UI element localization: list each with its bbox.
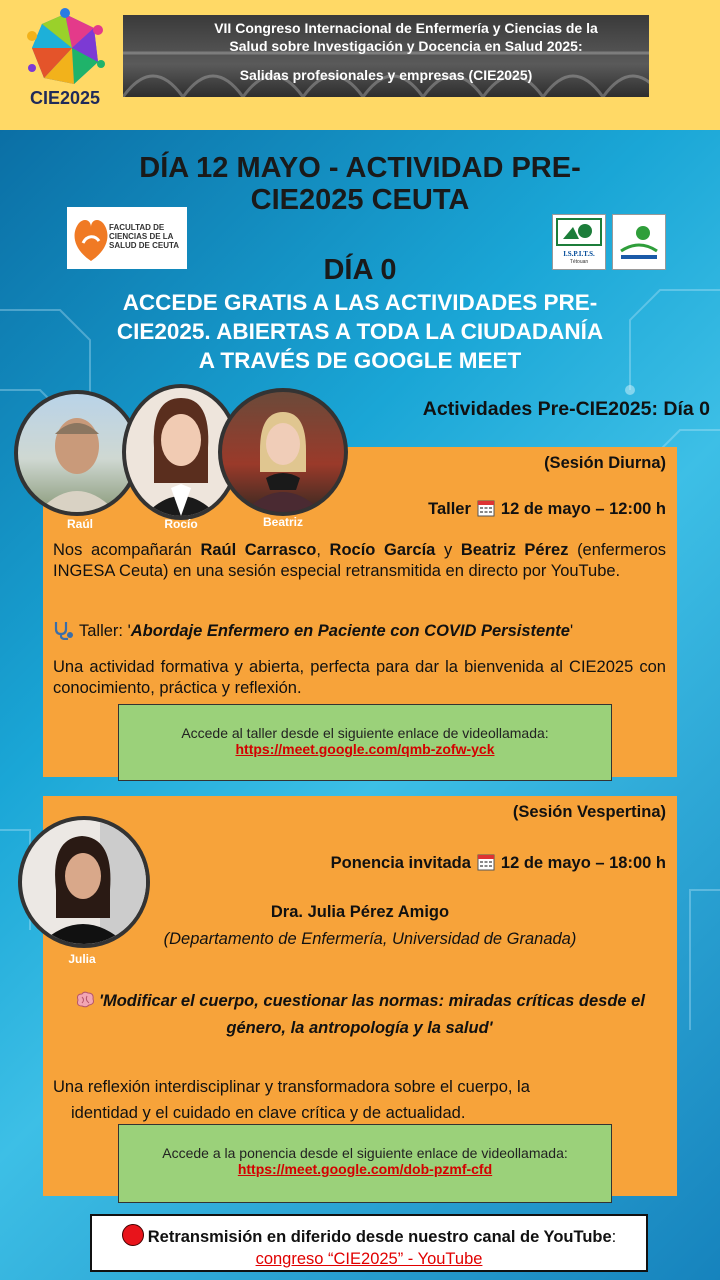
session1-label: (Sesión Diurna) — [544, 454, 666, 472]
youtube-box — [90, 1214, 648, 1272]
speaker-name-rocio: Rocío García — [329, 541, 436, 559]
event-title-line-2: CIE2025 CEUTA — [250, 184, 470, 216]
event-title-line-1: DÍA 12 MAYO - ACTIVIDAD PRE- — [139, 152, 581, 184]
avatar-beatriz-label: Beatriz — [262, 515, 303, 529]
banner-line-2: Salud sobre Investigación y Docencia en Salud 2025: — [229, 38, 583, 54]
session2-description-line-1: Una reflexión interdisciplinar y transformadora sobre el cuerpo, la — [53, 1078, 530, 1096]
access-line-1: ACCEDE GRATIS A LAS ACTIVIDADES PRE- — [122, 290, 598, 315]
session2-link-label: Accede a la ponencia desde el siguiente enlace de videollamada: — [162, 1145, 568, 1161]
session1-talk-suffix: ' — [569, 622, 574, 640]
conference-banner — [123, 15, 649, 97]
session1-type: Taller — [428, 500, 471, 518]
ispits-logo-text: I.S.P.I.T.S. — [563, 250, 595, 258]
youtube-colon: : — [611, 1228, 617, 1246]
session1-talk-title: Abordaje Enfermero en Paciente con COVID Persistente — [130, 622, 570, 640]
youtube-link[interactable]: congreso “CIE2025” - YouTube — [255, 1250, 483, 1268]
session1-link-box — [118, 704, 612, 781]
speaker-name-beatriz: Beatriz Pérez — [460, 541, 569, 559]
session1-description — [53, 657, 666, 699]
logo-text: CIE2025 — [29, 88, 101, 108]
avatar-rocio-label: Rocío — [164, 517, 198, 531]
access-banner — [70, 288, 650, 375]
youtube-text: Retransmisión en diferido desde nuestro canal de YouTube — [147, 1228, 612, 1246]
banner-line-1: VII Congreso Internacional de Enfermería y Ciencias de la — [214, 20, 598, 36]
session1-intro-post: (enfermeros INGESA Ceuta) en una sesión especial retransmitida en directo por YouTube. — [53, 541, 667, 580]
youtube-line — [92, 1224, 646, 1247]
session2-talk — [53, 988, 666, 1042]
faculty-logo-text: FACULTAD DE CIENCIAS DE LA SALUD DE CEUTA — [109, 223, 180, 250]
faculty-logo — [67, 207, 187, 269]
stethoscope-icon — [53, 620, 75, 640]
session2-speaker-affiliation: (Departamento de Enfermería, Universidad de Granada) — [163, 930, 577, 948]
session1-intro — [53, 540, 666, 582]
session1-talk — [53, 620, 666, 641]
day-label: DÍA 0 — [323, 254, 397, 286]
banner-title — [123, 19, 649, 55]
session1-sep-2: y — [435, 541, 461, 559]
session1-when — [330, 499, 666, 519]
access-line-3: A TRAVÉS DE GOOGLE MEET — [198, 348, 522, 373]
session1-intro-pre: Nos acompañarán — [53, 541, 201, 559]
ispits-logo-subtext: Tétouan — [569, 259, 589, 265]
session2-label: (Sesión Vespertina) — [512, 803, 666, 821]
avatar-beatriz — [218, 388, 348, 516]
session2-type: Ponencia invitada — [330, 854, 471, 872]
calendar-icon — [477, 499, 495, 517]
avatar-julia-photo — [22, 820, 146, 944]
session1-meet-link[interactable]: https://meet.google.com/qmb-zofw-yck — [235, 741, 495, 757]
avatar-raul-label: Raúl — [66, 517, 93, 531]
session2-when — [250, 853, 666, 873]
session2-datetime: 12 de mayo – 18:00 h — [500, 854, 666, 872]
banner-line-3: Salidas profesionales y empresas (CIE2025) — [239, 67, 533, 83]
avatar-julia-label: Julia — [68, 952, 96, 966]
session1-link-label: Accede al taller desde el siguiente enlace de videollamada: — [181, 725, 549, 741]
session2-talk-line-1-text: 'Modificar el cuerpo, cuestionar las normas: miradas críticas desde el — [99, 992, 645, 1010]
session2-talk-line-1 — [53, 988, 666, 1015]
session2-meet-link[interactable]: https://meet.google.com/dob-pzmf-cfd — [237, 1161, 493, 1177]
partner-logo-icon — [613, 215, 665, 269]
session2-link-box — [118, 1124, 612, 1203]
record-icon — [122, 1224, 144, 1246]
session1-talk-prefix: Taller: ' — [79, 622, 131, 640]
activities-title: Actividades Pre-CIE2025: Día 0 — [422, 398, 710, 420]
session1-sep-1: , — [316, 541, 330, 559]
avatar-raul-photo — [18, 394, 136, 512]
speaker-name-raul: Raúl Carrasco — [200, 541, 317, 559]
avatar-beatriz-photo — [222, 392, 344, 512]
session1-datetime: 12 de mayo – 12:00 h — [500, 500, 666, 518]
avatar-julia — [18, 816, 150, 948]
session2-description-line-2: identidad y el cuidado en clave crítica y de actualidad. — [71, 1104, 466, 1122]
ispits-logo — [552, 214, 606, 270]
session2-talk-line-2: género, la antropología y la salud' — [226, 1019, 493, 1037]
ispits-logo-icon — [553, 215, 605, 249]
brain-icon — [74, 991, 96, 1009]
calendar-icon — [477, 853, 495, 871]
header — [0, 0, 720, 130]
partner-logo — [612, 214, 666, 270]
access-line-2: CIE2025. ABIERTAS A TODA LA CIUDADANÍA — [116, 319, 604, 344]
session2-description — [53, 1074, 666, 1126]
session2-speaker-name: Dra. Julia Pérez Amigo — [270, 903, 450, 921]
faculty-logo-icon — [71, 213, 111, 263]
session1-description-text: Una actividad formativa y abierta, perfecta para dar la bienvenida al CIE2025 con conocimiento, práctica y reflexión. — [53, 658, 666, 697]
